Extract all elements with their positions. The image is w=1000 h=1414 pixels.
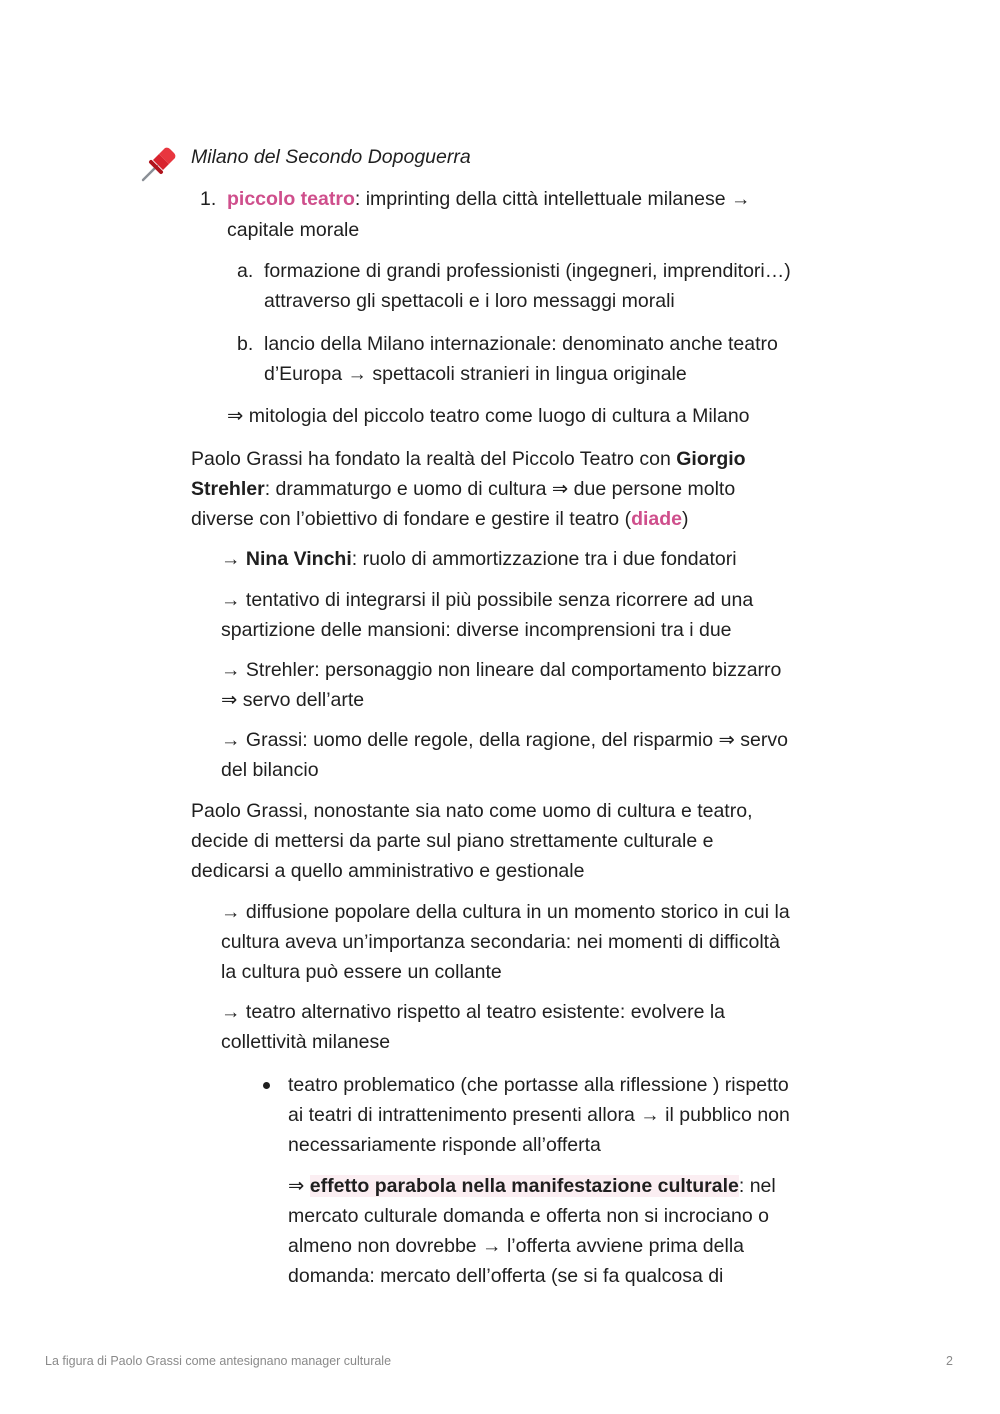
- sublist-marker: a.: [237, 260, 254, 282]
- arrow-line: cultura aveva un’importanza secondaria: nei momenti di difficoltà: [221, 931, 780, 953]
- paragraph-line: Paolo Grassi, nonostante sia nato come uomo di cultura e teatro,: [191, 800, 753, 822]
- paragraph-line: Paolo Grassi ha fondato la realtà del Piccolo Teatro con Giorgio: [191, 448, 746, 470]
- arrow-line: spartizione delle mansioni: diverse incomprensioni tra i due: [221, 619, 732, 641]
- conclusion-line: ⇒ mitologia del piccolo teatro come luogo di cultura a Milano: [227, 405, 750, 427]
- bold-name: Nina Vinchi: [245, 548, 352, 570]
- bullet-line: ai teatri di intrattenimento presenti allora → il pubblico non: [288, 1104, 790, 1126]
- pushpin-icon: [139, 144, 179, 184]
- paragraph-line: Strehler: drammaturgo e uomo di cultura ⇒ due persone molto: [191, 478, 736, 500]
- arrow-line: collettività milanese: [221, 1031, 391, 1053]
- paragraph-line: decide di mettersi da parte sul piano strettamente culturale e: [191, 830, 714, 852]
- arrow-line: del bilancio: [221, 759, 319, 781]
- arrow-line: → Grassi: uomo delle regole, della ragione, del risparmio ⇒ servo: [221, 729, 788, 751]
- bullet-dot: [263, 1082, 270, 1089]
- arrow-line: → teatro alternativo rispetto al teatro esistente: evolvere la: [221, 1001, 726, 1023]
- bullet-paragraph-line: domanda: mercato dell’offerta (se si fa qualcosa di: [288, 1265, 724, 1287]
- paragraph-line: diverse con l’obiettivo di fondare e gestire il teatro (diade): [191, 508, 689, 530]
- highlighted-bold-term: effetto parabola nella manifestazione culturale: [309, 1175, 739, 1197]
- sublist-item-line: lancio della Milano internazionale: denominato anche teatro: [264, 333, 778, 355]
- list-item-line: piccolo teatro: imprinting della città intellettuale milanese →: [227, 188, 751, 210]
- section-heading: Milano del Secondo Dopoguerra: [191, 146, 471, 168]
- bullet-paragraph-line: almeno non dovrebbe → l’offerta avviene prima della: [288, 1235, 744, 1257]
- highlight-term: piccolo teatro: [227, 188, 355, 210]
- sublist-item-line: attraverso gli spettacoli e i loro messaggi morali: [264, 290, 675, 312]
- page-number: 2: [946, 1354, 953, 1368]
- footer-title: La figura di Paolo Grassi come antesignano manager culturale: [45, 1354, 392, 1368]
- bold-name: Giorgio: [676, 448, 746, 470]
- arrow-line: la cultura può essere un collante: [221, 961, 502, 983]
- highlight-term: diade: [631, 508, 683, 530]
- bullet-line: teatro problematico (che portasse alla riflessione ) rispetto: [288, 1074, 789, 1096]
- arrow-line: → Nina Vinchi: ruolo di ammortizzazione tra i due fondatori: [221, 548, 737, 570]
- arrow-line: → tentativo di integrarsi il più possibile senza ricorrere ad una: [221, 589, 754, 611]
- arrow-line: → diffusione popolare della cultura in un momento storico in cui la: [221, 901, 790, 923]
- sublist-marker: b.: [237, 333, 254, 355]
- list-item-line: capitale morale: [227, 219, 360, 241]
- sublist-item-line: formazione di grandi professionisti (ingegneri, imprenditori…): [264, 260, 791, 282]
- bullet-paragraph-line: mercato culturale domanda e offerta non si incrociano o: [288, 1205, 769, 1227]
- arrow-line: ⇒ servo dell’arte: [221, 689, 365, 711]
- bold-name: Strehler: [191, 478, 265, 500]
- bullet-paragraph-line: ⇒ effetto parabola nella manifestazione culturale: nel: [288, 1175, 776, 1197]
- arrow-line: → Strehler: personaggio non lineare dal comportamento bizzarro: [221, 659, 782, 681]
- sublist-item-line: d’Europa → spettacoli stranieri in lingua originale: [264, 363, 687, 385]
- list-marker: 1.: [200, 188, 217, 210]
- bullet-line: necessariamente risponde all’offerta: [288, 1134, 601, 1156]
- paragraph-line: dedicarsi a quello amministrativo e gestionale: [191, 860, 585, 882]
